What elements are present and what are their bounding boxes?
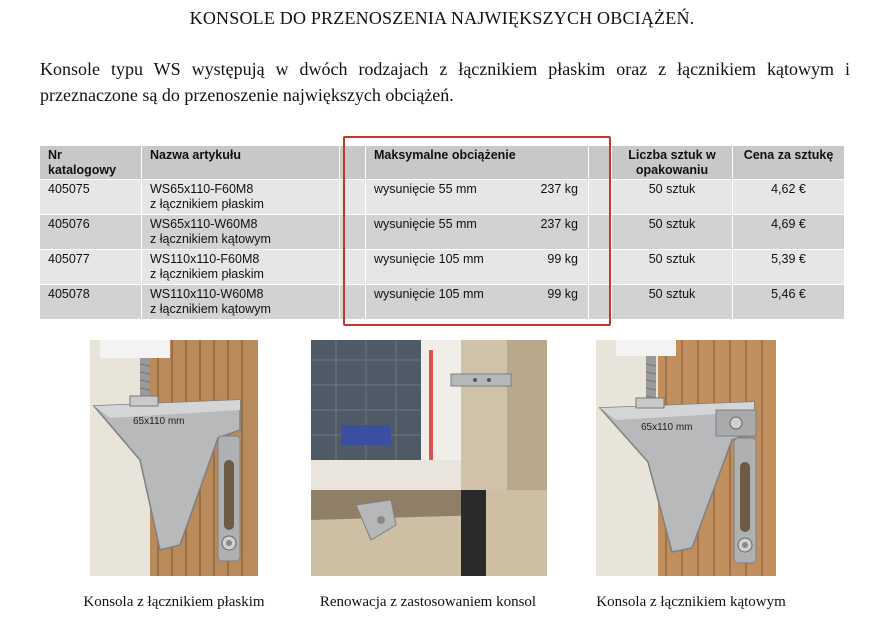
article-code: WS65x110-F60M8 <box>150 182 254 196</box>
article-variant: z łącznikiem kątowym <box>150 302 271 316</box>
article-code: WS110x110-W60M8 <box>150 287 264 301</box>
cell-pack-quantity: 50 sztuk <box>612 285 732 319</box>
cell-unit-price: 4,62 € <box>733 180 844 214</box>
load-overhang: wysunięcie 55 mm <box>374 182 477 196</box>
max-load-highlight-frame <box>343 136 611 326</box>
article-code: WS65x110-W60M8 <box>150 217 258 231</box>
load-overhang: wysunięcie 105 mm <box>374 252 484 266</box>
header-catalog-number: Nr katalogowy <box>40 146 141 179</box>
cell-unit-price: 5,46 € <box>733 285 844 319</box>
caption-angle-connector: Konsola z łącznikiem kątowym <box>596 594 786 610</box>
load-overhang: wysunięcie 55 mm <box>374 217 477 231</box>
cell-pack-quantity: 50 sztuk <box>612 215 732 249</box>
photo-angle-connector-bracket <box>596 340 776 576</box>
load-weight: 99 kg <box>547 287 578 301</box>
cell-article-name <box>142 215 339 249</box>
article-variant: z łącznikiem płaskim <box>150 197 264 211</box>
cell-catalog-number: 405075 <box>40 180 141 214</box>
cell-article-name <box>142 250 339 284</box>
cell-article-name <box>142 180 339 214</box>
cell-pack-quantity: 50 sztuk <box>612 250 732 284</box>
article-code: WS110x110-F60M8 <box>150 252 260 266</box>
caption-renovation: Renowacja z zastosowaniem konsol <box>319 594 537 610</box>
cell-article-name <box>142 285 339 319</box>
cell-catalog-number: 405076 <box>40 215 141 249</box>
photo-renovation <box>311 340 547 576</box>
cell-unit-price: 5,39 € <box>733 250 844 284</box>
header-pack-quantity: Liczba sztuk w opakowaniu <box>612 146 732 179</box>
cell-catalog-number: 405077 <box>40 250 141 284</box>
cell-pack-quantity: 50 sztuk <box>612 180 732 214</box>
photo-flat-connector-bracket <box>90 340 258 576</box>
cell-unit-price: 4,69 € <box>733 215 844 249</box>
header-unit-price: Cena za sztukę <box>733 146 844 179</box>
load-weight: 237 kg <box>540 217 578 231</box>
right-bracket-stamp: 65x110 mm <box>641 422 693 433</box>
cell-catalog-number: 405078 <box>40 285 141 319</box>
load-weight: 237 kg <box>540 182 578 196</box>
load-overhang: wysunięcie 105 mm <box>374 287 484 301</box>
article-variant: z łącznikiem płaskim <box>150 267 264 281</box>
header-max-load: Maksymalne obciążenie <box>366 146 588 179</box>
load-weight: 99 kg <box>547 252 578 266</box>
page-title: KONSOLE DO PRZENOSZENIA NAJWIĘKSZYCH OBCIĄŻEŃ. <box>189 8 695 28</box>
article-variant: z łącznikiem kątowym <box>150 232 271 246</box>
caption-flat-connector: Konsola z łącznikiem płaskim <box>83 594 265 610</box>
intro-paragraph: Konsole typu WS występują w dwóch rodzajach z łącznikiem płaskim oraz z łącznikiem kątowym i przeznaczone są do przenoszenie największych obciążeń. <box>40 59 850 105</box>
header-article-name: Nazwa artykułu <box>142 146 339 179</box>
left-bracket-stamp: 65x110 mm <box>133 416 185 427</box>
